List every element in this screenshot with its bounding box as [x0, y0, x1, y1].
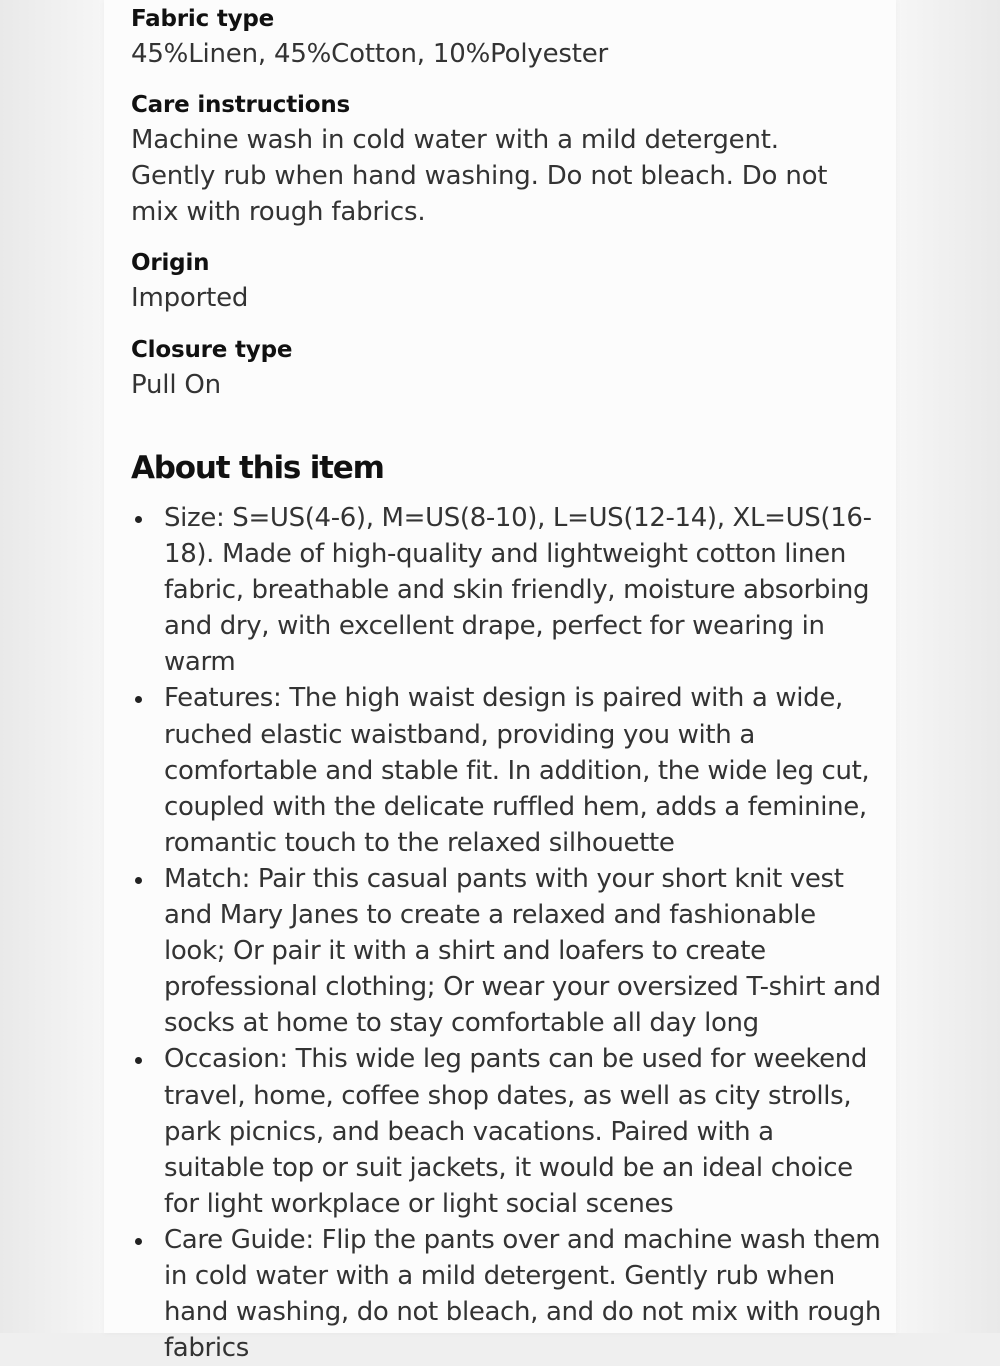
about-bullet-size: [131, 500, 881, 680]
about-bullet-text: Match: Pair this casual pants with your short knit vest and Mary Janes to create a relaxed and fashionable look; Or pair it with a shirt and loafers to create professional clothing; Or wear your oversized T-shirt and socks at home to stay comfortable all day long: [164, 863, 881, 1039]
detail-value-fabric-type: 45%Linen, 45%Cotton, 10%Polyester: [131, 39, 609, 69]
detail-value-closure-type: Pull On: [131, 370, 221, 400]
about-bullet-text: Features: The high waist design is paired with a wide, ruched elastic waistband, providing you with a comfortable and stable fit. In addition, the wide leg cut, coupled with the delicate ruffled hem, adds a feminine, romantic touch to the relaxed silhouette: [164, 683, 870, 858]
detail-value-origin: Imported: [131, 283, 249, 313]
detail-care-instructions: [131, 88, 871, 230]
detail-fabric-type: [131, 2, 871, 72]
bullet-dot-icon: [135, 877, 142, 884]
product-details-panel[interactable]: [104, 0, 896, 1364]
about-bullet-text: Occasion: This wide leg pants can be used for weekend travel, home, coffee shop dates, as well as city strolls, park picnics, and beach vacations. Paired with a suitable top or suit jackets, it would be an ideal choice for light workplace or light social scenes: [164, 1044, 868, 1219]
bullet-dot-icon: [135, 696, 142, 703]
detail-label-origin: Origin: [131, 250, 210, 276]
detail-label-closure-type: Closure type: [131, 337, 293, 363]
about-bullet-list: [131, 500, 881, 1366]
bullet-dot-icon: [135, 1238, 142, 1245]
about-this-item-heading: About this item: [131, 450, 384, 486]
detail-closure-type: [131, 333, 871, 403]
about-bullet-text: Care Guide: Flip the pants over and machine wash them in cold water with a mild detergent. Gently rub when hand washing, do not bleach, and do not mix with rough fabrics: [164, 1224, 882, 1364]
bullet-dot-icon: [135, 516, 142, 523]
about-bullet-occasion: [131, 1041, 881, 1221]
about-bullet-features: [131, 680, 881, 860]
detail-label-fabric-type: Fabric type: [131, 6, 275, 32]
detail-label-care-instructions: Care instructions: [131, 92, 350, 118]
about-bullet-match: [131, 861, 881, 1041]
detail-origin: [131, 246, 871, 316]
detail-value-care-instructions: Machine wash in cold water with a mild detergent. Gently rub when hand washing. Do not bleach. Do not mix with rough fabrics.: [131, 125, 828, 227]
about-bullet-care-guide: [131, 1222, 881, 1366]
about-bullet-text: Size: S=US(4-6), M=US(8-10), L=US(12-14), XL=US(16-18). Made of high-quality and lightweight cotton linen fabric, breathable and skin friendly, moisture absorbing and dry, with excellent drape, perfect for wearing in warm: [164, 503, 872, 678]
bullet-dot-icon: [135, 1057, 142, 1064]
